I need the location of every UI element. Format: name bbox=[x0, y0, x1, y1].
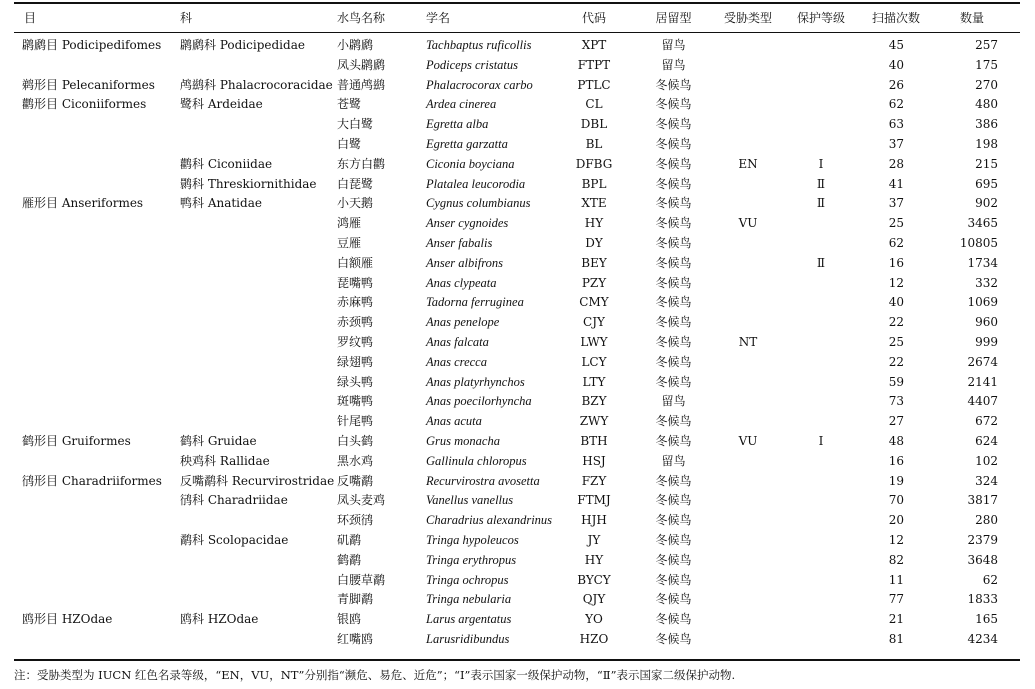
scans-cell: 28 bbox=[888, 156, 904, 171]
scientific-name-cell: Phalacrocorax carbo bbox=[426, 77, 533, 92]
threat-cell: VU bbox=[738, 434, 758, 448]
count-cell: 1734 bbox=[967, 255, 998, 270]
code-cell: QJY bbox=[582, 592, 606, 607]
header-count: 数量 bbox=[959, 11, 984, 25]
order-cell: 鹤形目 Gruiformes bbox=[22, 434, 131, 448]
scans-cell: 73 bbox=[888, 394, 904, 409]
common-name-cell: 鸿雁 bbox=[337, 216, 362, 231]
scientific-name-cell: Tringa ochropus bbox=[426, 572, 509, 587]
residency-cell: 冬候鸟 bbox=[655, 196, 692, 211]
residency-cell: 留鸟 bbox=[661, 453, 686, 468]
family-cell: 鹤科 Gruidae bbox=[180, 434, 257, 448]
scans-cell: 25 bbox=[888, 335, 904, 349]
scans-cell: 41 bbox=[888, 176, 904, 191]
code-cell: HZO bbox=[579, 632, 609, 646]
scans-cell: 62 bbox=[888, 236, 904, 250]
code-cell: CMY bbox=[579, 295, 609, 310]
common-name-cell: 东方白鹳 bbox=[337, 156, 386, 171]
scientific-name-cell: Tringa hypoleucos bbox=[426, 533, 519, 547]
residency-cell: 冬候鸟 bbox=[655, 354, 692, 369]
scientific-name-cell: Podiceps cristatus bbox=[426, 57, 519, 72]
scientific-name-cell: Anser fabalis bbox=[426, 236, 493, 250]
scans-cell: 37 bbox=[888, 196, 904, 211]
common-name-cell: 环颈鸻 bbox=[337, 513, 374, 528]
scans-cell: 70 bbox=[888, 493, 904, 508]
residency-cell: 冬候鸟 bbox=[655, 632, 692, 646]
scientific-name-cell: Anser albifrons bbox=[426, 255, 503, 270]
scans-cell: 25 bbox=[888, 216, 904, 231]
residency-cell: 冬候鸟 bbox=[655, 434, 692, 448]
order-cell: 鸥形目 HZOdae bbox=[22, 612, 113, 627]
residency-cell: 冬候鸟 bbox=[655, 77, 692, 92]
count-cell: 999 bbox=[975, 335, 998, 349]
common-name-cell: 大白鹭 bbox=[337, 117, 374, 132]
scientific-name-cell: Recurvirostra avosetta bbox=[426, 473, 540, 488]
scans-cell: 26 bbox=[888, 77, 904, 92]
family-cell: 鹭科 Ardeidae bbox=[180, 97, 263, 112]
family-cell: 鸬鹚科 Phalacrocoracidae bbox=[180, 77, 333, 92]
count-cell: 902 bbox=[975, 196, 998, 211]
table-row bbox=[14, 254, 1020, 274]
count-cell: 4407 bbox=[967, 394, 998, 409]
order-cell: 雁形目 Anseriformes bbox=[22, 196, 144, 211]
common-name-cell: 反嘴鹬 bbox=[337, 473, 374, 488]
table-row bbox=[14, 115, 1020, 135]
count-cell: 280 bbox=[975, 513, 998, 528]
scientific-name-cell: Grus monacha bbox=[426, 434, 500, 448]
residency-cell: 留鸟 bbox=[661, 38, 686, 52]
table-row bbox=[14, 551, 1020, 571]
code-cell: YO bbox=[585, 612, 603, 627]
count-cell: 175 bbox=[975, 57, 998, 72]
scans-cell: 12 bbox=[888, 275, 904, 290]
count-cell: 386 bbox=[975, 117, 998, 132]
scientific-name-cell: Tachbaptus ruficollis bbox=[426, 38, 532, 52]
scientific-name-cell: Anas crecca bbox=[426, 354, 487, 369]
count-cell: 2379 bbox=[967, 533, 998, 547]
table-row bbox=[14, 175, 1020, 195]
family-cell: 䴙䴘科 Podicipedidae bbox=[180, 38, 305, 52]
table-row bbox=[14, 135, 1020, 155]
code-cell: FZY bbox=[581, 473, 607, 488]
table-row bbox=[14, 313, 1020, 333]
code-cell: HJH bbox=[581, 513, 607, 528]
common-name-cell: 银鸥 bbox=[337, 612, 362, 627]
scientific-name-cell: Anas penelope bbox=[426, 315, 500, 330]
common-name-cell: 小天鹅 bbox=[337, 196, 374, 211]
scans-cell: 81 bbox=[888, 632, 904, 646]
residency-cell: 冬候鸟 bbox=[655, 176, 692, 191]
residency-cell: 冬候鸟 bbox=[655, 414, 692, 429]
scans-cell: 59 bbox=[888, 374, 904, 389]
table-row bbox=[14, 293, 1020, 313]
scientific-name-cell: Ardea cinerea bbox=[426, 97, 497, 112]
count-cell: 1069 bbox=[967, 295, 998, 310]
common-name-cell: 针尾鸭 bbox=[337, 414, 374, 429]
table-row bbox=[14, 630, 1020, 650]
order-cell: 䴙䴘目 Podicipedifomes bbox=[22, 38, 162, 52]
header-residency: 居留型 bbox=[655, 11, 692, 25]
code-cell: BYCY bbox=[577, 572, 611, 587]
table-row bbox=[14, 76, 1020, 96]
protection-cell: Ⅱ bbox=[816, 176, 826, 191]
order-cell: 鹳形目 Ciconiiformes bbox=[22, 97, 147, 112]
scientific-name-cell: Anas acuta bbox=[426, 414, 482, 429]
table-row bbox=[14, 234, 1020, 254]
count-cell: 215 bbox=[975, 156, 998, 171]
table-row bbox=[14, 214, 1020, 234]
scientific-name-cell: Egretta garzatta bbox=[426, 137, 508, 151]
scientific-name-cell: Egretta alba bbox=[426, 117, 489, 132]
table-row bbox=[14, 36, 1020, 56]
family-cell: 秧鸡科 Rallidae bbox=[180, 453, 270, 468]
code-cell: ZWY bbox=[579, 414, 609, 429]
code-cell: BTH bbox=[580, 434, 608, 448]
scans-cell: 12 bbox=[888, 533, 904, 547]
residency-cell: 冬候鸟 bbox=[655, 236, 692, 250]
code-cell: XTE bbox=[581, 196, 607, 211]
common-name-cell: 白腰草鹬 bbox=[337, 572, 386, 587]
table-row bbox=[14, 392, 1020, 412]
scans-cell: 22 bbox=[888, 354, 904, 369]
bottom-rule bbox=[14, 659, 1020, 661]
code-cell: PZY bbox=[581, 275, 607, 290]
common-name-cell: 绿翅鸭 bbox=[337, 354, 374, 369]
scientific-name-cell: Cygnus columbianus bbox=[426, 196, 531, 211]
residency-cell: 冬候鸟 bbox=[655, 216, 692, 231]
top-rule bbox=[14, 2, 1020, 4]
residency-cell: 冬候鸟 bbox=[655, 533, 692, 547]
code-cell: DBL bbox=[580, 117, 608, 132]
code-cell: HY bbox=[584, 216, 604, 231]
scans-cell: 16 bbox=[888, 453, 904, 468]
common-name-cell: 赤麻鸭 bbox=[337, 295, 374, 310]
count-cell: 332 bbox=[975, 275, 998, 290]
scientific-name-cell: Anas falcata bbox=[426, 335, 489, 349]
table-row bbox=[14, 155, 1020, 175]
residency-cell: 冬候鸟 bbox=[655, 552, 692, 567]
code-cell: HY bbox=[584, 552, 604, 567]
table-row bbox=[14, 353, 1020, 373]
code-cell: FTMJ bbox=[577, 493, 611, 508]
residency-cell: 冬候鸟 bbox=[655, 275, 692, 290]
code-cell: BZY bbox=[581, 394, 607, 409]
scientific-name-cell: Ciconia boyciana bbox=[426, 156, 515, 171]
residency-cell: 冬候鸟 bbox=[655, 97, 692, 112]
header-rule bbox=[14, 32, 1020, 33]
count-cell: 198 bbox=[975, 137, 998, 151]
scientific-name-cell: Gallinula chloropus bbox=[426, 453, 527, 468]
residency-cell: 冬候鸟 bbox=[655, 315, 692, 330]
header-order: 目 bbox=[24, 11, 37, 25]
scientific-name-cell: Larus argentatus bbox=[426, 612, 512, 627]
common-name-cell: 罗纹鸭 bbox=[337, 335, 374, 349]
code-cell: LWY bbox=[580, 335, 608, 349]
header-protection: 保护等级 bbox=[796, 11, 845, 25]
residency-cell: 冬候鸟 bbox=[655, 612, 692, 627]
common-name-cell: 黑水鸡 bbox=[337, 453, 374, 468]
common-name-cell: 琵嘴鸭 bbox=[337, 275, 374, 290]
common-name-cell: 豆雁 bbox=[337, 236, 362, 250]
header-code: 代码 bbox=[581, 11, 606, 25]
order-cell: 鸻形目 Charadriiformes bbox=[22, 473, 162, 488]
common-name-cell: 小䴙䴘 bbox=[337, 38, 374, 52]
table-row bbox=[14, 452, 1020, 472]
family-cell: 鸻科 Charadriidae bbox=[180, 493, 288, 508]
scans-cell: 62 bbox=[888, 97, 904, 112]
count-cell: 2141 bbox=[967, 374, 998, 389]
scans-cell: 40 bbox=[888, 57, 904, 72]
table-row bbox=[14, 531, 1020, 551]
scans-cell: 27 bbox=[888, 414, 904, 429]
scientific-name-cell: Anas poecilorhyncha bbox=[426, 394, 532, 409]
protection-cell: Ⅱ bbox=[816, 196, 826, 211]
scans-cell: 48 bbox=[888, 434, 904, 448]
residency-cell: 冬候鸟 bbox=[655, 513, 692, 528]
code-cell: JY bbox=[587, 533, 601, 547]
residency-cell: 留鸟 bbox=[661, 394, 686, 409]
count-cell: 672 bbox=[975, 414, 998, 429]
scans-cell: 20 bbox=[888, 513, 904, 528]
common-name-cell: 红嘴鸥 bbox=[337, 632, 374, 646]
code-cell: BL bbox=[585, 137, 603, 151]
common-name-cell: 青脚鹬 bbox=[337, 592, 374, 607]
threat-cell: EN bbox=[738, 156, 758, 171]
header-threat: 受胁类型 bbox=[723, 11, 772, 25]
table-row bbox=[14, 56, 1020, 76]
count-cell: 62 bbox=[982, 572, 998, 587]
residency-cell: 冬候鸟 bbox=[655, 156, 692, 171]
common-name-cell: 绿头鸭 bbox=[337, 374, 374, 389]
code-cell: DY bbox=[585, 236, 603, 250]
common-name-cell: 赤颈鸭 bbox=[337, 315, 374, 330]
common-name-cell: 苍鹭 bbox=[337, 97, 362, 112]
common-name-cell: 斑嘴鸭 bbox=[337, 394, 374, 409]
code-cell: DFBG bbox=[575, 156, 613, 171]
scans-cell: 16 bbox=[888, 255, 904, 270]
count-cell: 102 bbox=[975, 453, 998, 468]
family-cell: 反嘴鹬科 Recurvirostridae bbox=[180, 473, 335, 488]
scans-cell: 19 bbox=[888, 473, 904, 488]
table-row bbox=[14, 333, 1020, 353]
scientific-name-cell: Platalea leucorodia bbox=[426, 176, 526, 191]
scientific-name-cell: Tringa erythropus bbox=[426, 552, 517, 567]
scientific-name-cell: Tadorna ferruginea bbox=[426, 295, 524, 310]
count-cell: 3648 bbox=[967, 552, 998, 567]
protection-cell: Ⅰ bbox=[818, 156, 824, 171]
count-cell: 480 bbox=[975, 97, 998, 112]
scans-cell: 63 bbox=[888, 117, 904, 132]
table-row bbox=[14, 590, 1020, 610]
scientific-name-cell: Anas clypeata bbox=[426, 275, 497, 290]
scientific-name-cell: Charadrius alexandrinus bbox=[426, 513, 553, 528]
code-cell: HSJ bbox=[582, 453, 606, 468]
family-cell: 鹳科 Ciconiidae bbox=[180, 156, 273, 171]
residency-cell: 冬候鸟 bbox=[655, 295, 692, 310]
residency-cell: 冬候鸟 bbox=[655, 374, 692, 389]
residency-cell: 冬候鸟 bbox=[655, 335, 692, 349]
table-note: 注：受胁类型为 IUCN 红色名录等级，“EN，VU，NT”分别指“濒危、易危、近危”；“Ⅰ”表示国家一级保护动物，“Ⅱ”表示国家二级保护动物. bbox=[14, 668, 736, 682]
scientific-name-cell: Tringa nebularia bbox=[426, 592, 512, 607]
table-row bbox=[14, 412, 1020, 432]
scans-cell: 45 bbox=[888, 38, 904, 52]
scientific-name-cell: Larusridibundus bbox=[426, 632, 510, 646]
threat-cell: NT bbox=[738, 335, 758, 349]
scientific-name-cell: Vanellus vanellus bbox=[426, 493, 514, 508]
common-name-cell: 凤头麦鸡 bbox=[337, 493, 386, 508]
scans-cell: 82 bbox=[888, 552, 904, 567]
common-name-cell: 白琵鹭 bbox=[337, 176, 374, 191]
common-name-cell: 矶鹬 bbox=[337, 533, 362, 547]
code-cell: CJY bbox=[583, 315, 605, 330]
order-cell: 鹈形目 Pelecaniformes bbox=[22, 77, 155, 92]
count-cell: 4234 bbox=[967, 632, 998, 646]
residency-cell: 留鸟 bbox=[661, 57, 686, 72]
threat-cell: VU bbox=[738, 216, 758, 231]
residency-cell: 冬候鸟 bbox=[655, 592, 692, 607]
residency-cell: 冬候鸟 bbox=[655, 473, 692, 488]
header-scans: 扫描次数 bbox=[871, 11, 920, 25]
residency-cell: 冬候鸟 bbox=[655, 572, 692, 587]
count-cell: 257 bbox=[975, 38, 998, 52]
count-cell: 2674 bbox=[967, 354, 998, 369]
count-cell: 3465 bbox=[967, 216, 998, 231]
protection-cell: Ⅰ bbox=[818, 434, 824, 448]
count-cell: 695 bbox=[975, 176, 998, 191]
scans-cell: 21 bbox=[888, 612, 904, 627]
count-cell: 624 bbox=[975, 434, 998, 448]
header-scientific-name: 学名 bbox=[426, 11, 451, 25]
scans-cell: 22 bbox=[888, 315, 904, 330]
table-row bbox=[14, 491, 1020, 511]
common-name-cell: 凤头䴙䴘 bbox=[337, 57, 386, 72]
family-cell: 鸭科 Anatidae bbox=[180, 196, 262, 211]
table-row bbox=[14, 472, 1020, 492]
code-cell: BEY bbox=[581, 255, 607, 270]
common-name-cell: 普通鸬鹚 bbox=[337, 77, 386, 92]
residency-cell: 冬候鸟 bbox=[655, 137, 692, 151]
count-cell: 270 bbox=[975, 77, 998, 92]
scans-cell: 11 bbox=[888, 572, 904, 587]
table-row bbox=[14, 432, 1020, 452]
scientific-name-cell: Anas platyrhynchos bbox=[426, 374, 525, 389]
count-cell: 324 bbox=[975, 473, 998, 488]
code-cell: XPT bbox=[581, 38, 607, 52]
family-cell: 鹮科 Threskiornithidae bbox=[180, 176, 317, 191]
common-name-cell: 白鹭 bbox=[337, 137, 362, 151]
table-row bbox=[14, 274, 1020, 294]
residency-cell: 冬候鸟 bbox=[655, 255, 692, 270]
family-cell: 鹬科 Scolopacidae bbox=[180, 533, 289, 547]
code-cell: LCY bbox=[581, 354, 607, 369]
scans-cell: 77 bbox=[888, 592, 904, 607]
count-cell: 3817 bbox=[967, 493, 998, 508]
scans-cell: 40 bbox=[888, 295, 904, 310]
table-row bbox=[14, 610, 1020, 630]
common-name-cell: 白额雁 bbox=[337, 255, 374, 270]
residency-cell: 冬候鸟 bbox=[655, 117, 692, 132]
scientific-name-cell: Anser cygnoides bbox=[426, 216, 509, 231]
code-cell: CL bbox=[585, 97, 603, 112]
header-family: 科 bbox=[180, 11, 193, 25]
count-cell: 1833 bbox=[967, 592, 998, 607]
protection-cell: Ⅱ bbox=[816, 255, 826, 270]
count-cell: 10805 bbox=[959, 236, 998, 250]
family-cell: 鸥科 HZOdae bbox=[180, 612, 259, 627]
header-common-name: 水鸟名称 bbox=[337, 11, 386, 25]
common-name-cell: 鹤鹬 bbox=[337, 552, 362, 567]
code-cell: PTLC bbox=[577, 77, 611, 92]
table-row bbox=[14, 95, 1020, 115]
code-cell: LTY bbox=[582, 374, 606, 389]
count-cell: 165 bbox=[975, 612, 998, 627]
residency-cell: 冬候鸟 bbox=[655, 493, 692, 508]
table-row bbox=[14, 373, 1020, 393]
code-cell: FTPT bbox=[577, 57, 611, 72]
table-row bbox=[14, 511, 1020, 531]
common-name-cell: 白头鹤 bbox=[337, 434, 374, 448]
scans-cell: 37 bbox=[888, 137, 904, 151]
table-row bbox=[14, 571, 1020, 591]
code-cell: BPL bbox=[581, 176, 607, 191]
count-cell: 960 bbox=[975, 315, 998, 330]
table-row bbox=[14, 194, 1020, 214]
